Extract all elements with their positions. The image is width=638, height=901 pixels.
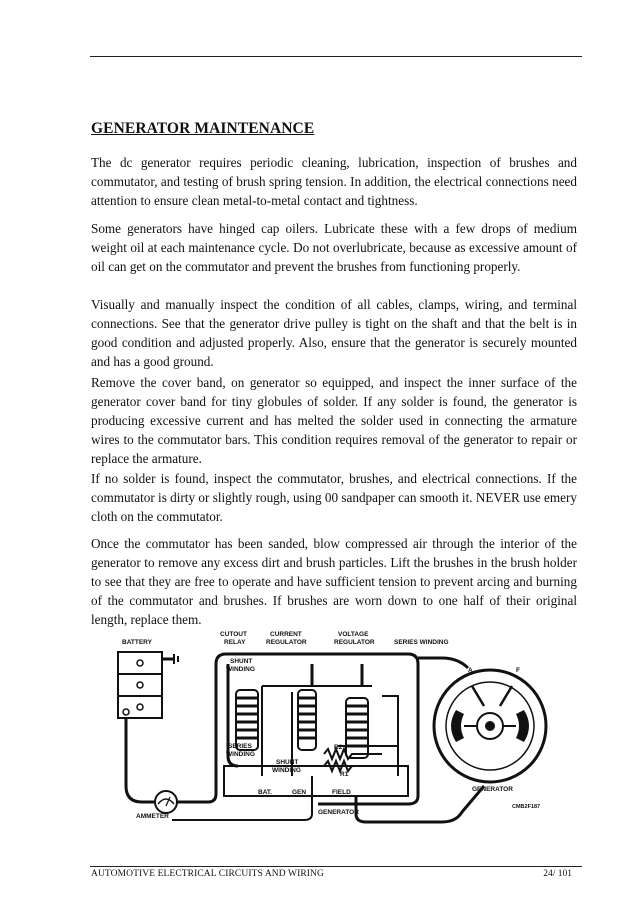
label-generator-bottom: GENERATOR bbox=[318, 809, 359, 816]
section-heading: GENERATOR MAINTENANCE bbox=[91, 120, 315, 137]
footer-rule bbox=[90, 866, 582, 867]
label-voltage-2: REGULATOR bbox=[334, 639, 375, 646]
label-cutout-2: RELAY bbox=[224, 639, 246, 646]
battery-box bbox=[118, 652, 162, 718]
label-field: FIELD bbox=[332, 789, 351, 796]
paragraph-2: Some generators have hinged cap oilers. Lubricate these with a few drops of medium weight oil at each maintenance cycle. Do not overlubricate, because as excessive amount of oil can get on the commutator and prevent the brushes from functioning properly. bbox=[91, 221, 577, 274]
paragraph-4: Remove the cover band, on generator so equipped, and inspect the inner surface of the generator cover band for tiny globules of solder. If any solder is found, the generator is producing excessive current and has melted the solder used in connecting the armature wires to the commutator bars. This condition requires removal of the generator to repair or replace the armature. bbox=[91, 375, 577, 466]
label-code: CMB2F187 bbox=[512, 804, 541, 810]
paragraph-3: Visually and manually inspect the condition of all cables, clamps, wiring, and terminal connections. See that the generator drive pulley is tight on the shaft and that the belt is in good condition and adjusted properly. Also, ensure that the generator is securely mounted and has a good ground. bbox=[91, 297, 577, 369]
header-rule bbox=[90, 56, 582, 57]
label-series-2: WINDING bbox=[226, 751, 255, 758]
generator-icon bbox=[434, 670, 546, 782]
label-shunt-a-1: SHUNT bbox=[230, 658, 253, 665]
label-r2: R2 bbox=[334, 744, 343, 751]
label-generator: GENERATOR bbox=[472, 786, 513, 793]
label-ammeter: AMMETER bbox=[136, 813, 169, 820]
regulator-base bbox=[224, 766, 408, 796]
label-current-1: CURRENT bbox=[270, 631, 302, 638]
footer-title: AUTOMOTIVE ELECTRICAL CIRCUITS AND WIRING bbox=[91, 869, 324, 879]
paragraph-5: If no solder is found, inspect the commutator, brushes, and electrical connections. If the commutator is dirty or slightly rough, using 00 sandpaper can smooth it. NEVER use emery cloth on the commutator. bbox=[91, 471, 577, 524]
label-term-f: F bbox=[516, 667, 520, 674]
label-voltage-1: VOLTAGE bbox=[338, 631, 369, 638]
label-shunt-b-1: SHUNT bbox=[276, 759, 299, 766]
generator-regulator-wiring-diagram bbox=[112, 626, 552, 826]
label-cutout-1: CUTOUT bbox=[220, 631, 247, 638]
label-shunt-a-2: WINDING bbox=[226, 666, 255, 673]
label-series-winding-top: SERIES WINDING bbox=[394, 639, 449, 646]
page-number: 24/ 101 bbox=[543, 869, 572, 879]
label-battery: BATTERY bbox=[122, 639, 152, 646]
label-term-a: A bbox=[468, 667, 473, 674]
label-current-2: REGULATOR bbox=[266, 639, 307, 646]
label-r1: R1 bbox=[340, 771, 349, 778]
paragraph-1: The dc generator requires periodic cleaning, lubrication, inspection of brushes and commutator, and testing of brush spring tension. In addition, the electrical connections need attention to ensure clean metal-to-metal contact and tightness. bbox=[91, 155, 577, 208]
paragraph-6: Once the commutator has been sanded, blow compressed air through the interior of the generator to remove any excess dirt and brush particles. Lift the brushes in the brush holder to see that they are free to operate and have sufficient tension to prevent arcing and burning of the commutator and brushes. If brushes are worn down to one half of their original length, replace them. bbox=[91, 536, 577, 627]
ammeter-icon bbox=[155, 791, 177, 813]
label-gen: GEN bbox=[292, 789, 307, 796]
label-series-1: SERIES bbox=[228, 743, 252, 750]
label-shunt-b-2: WINDING bbox=[272, 767, 301, 774]
label-bat: BAT. bbox=[258, 789, 272, 796]
